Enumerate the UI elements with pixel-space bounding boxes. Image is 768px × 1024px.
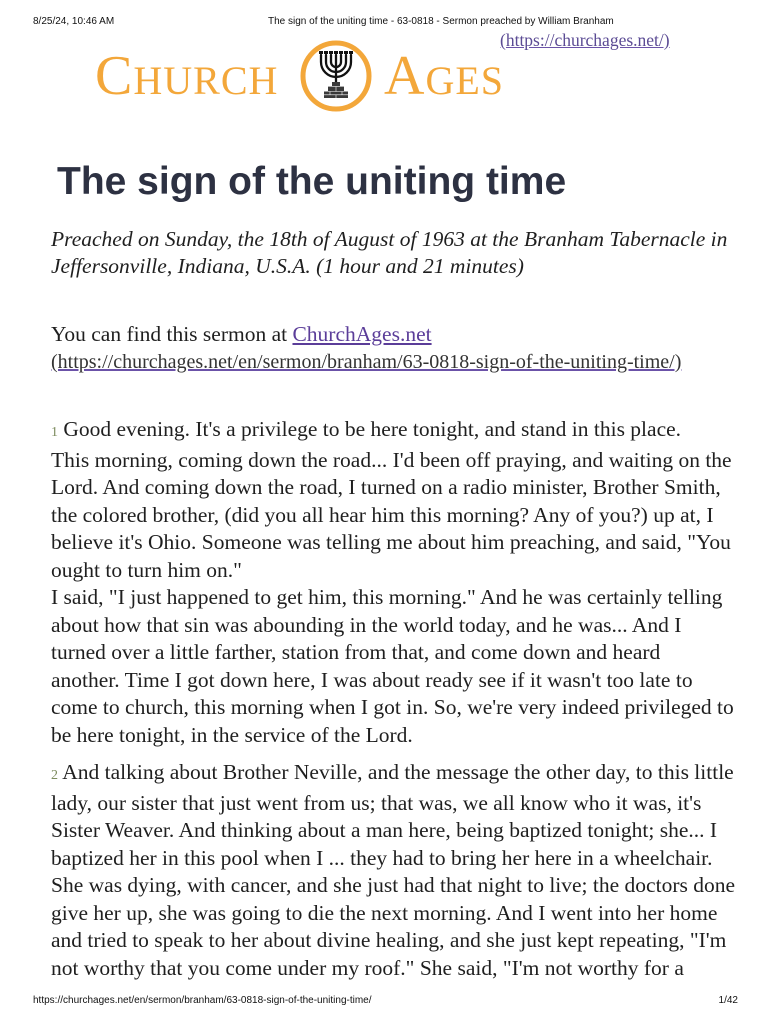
paragraph-line — [51, 845, 763, 873]
paragraph-line-text: ought to turn him on." — [51, 557, 242, 582]
paragraph-line — [51, 502, 763, 530]
sermon-meta — [51, 226, 727, 280]
paragraph-line-text: I said, "I just happened to get him, this morning." And he was certainly telling — [51, 585, 723, 609]
sermon-meta-line: Preached on Sunday, the 18th of August of 1963 at the Branham Tabernacle in — [51, 227, 728, 251]
paragraph-line — [51, 872, 763, 900]
paragraph-line-text: This morning, coming down the road... I'd been off praying, and waiting on the — [51, 447, 732, 472]
print-document-title: The sign of the uniting time - 63-0818 - Sermon preached by William Branham — [268, 16, 614, 27]
paragraph-line-text: the colored brother, (did you all hear him this morning? Any of you?) up at, I — [51, 502, 714, 527]
paragraph-line-text: another. Time I got down here, I was about ready see if it wasn't too late to — [51, 667, 693, 692]
paragraph-line-text: Lord. And coming down the road, I turned on a radio minister, Brother Smith, — [51, 475, 721, 499]
paragraph-line — [51, 557, 763, 585]
paragraph-number: 1 — [51, 425, 58, 440]
paragraph-line-text: turned over a little farther, station from that, and come down and heard — [51, 640, 661, 664]
page-title: The sign of the uniting time — [57, 160, 567, 203]
paragraph-line — [51, 955, 763, 983]
paragraph-line — [51, 900, 763, 928]
paragraph-line-text: Sister Weaver. And thinking about a man here, being baptized tonight; she... I — [51, 818, 718, 842]
paragraph-line — [51, 584, 763, 612]
paragraph-line — [51, 790, 763, 818]
sermon-paragraph — [51, 416, 763, 749]
sermon-body — [51, 416, 763, 982]
paragraph-line-text: baptized her in this pool when I ... they had to bring her here in a wheelchair. — [51, 845, 713, 870]
logo-word-church: CHURCH — [95, 45, 279, 107]
paragraph-line — [51, 639, 763, 667]
paragraph-line — [51, 474, 763, 502]
paragraph-line-text: not worthy that you come under my roof." She said, "I'm not worthy for a — [51, 955, 684, 980]
paragraph-number: 2 — [51, 768, 58, 783]
paragraph-line-text: about how that sin was abounding in the world today, and he was... And I — [51, 612, 682, 637]
paragraph-line-text: and tried to speak to her about divine healing, and she just kept repeating, "I'm — [51, 928, 727, 952]
paragraph-line — [51, 722, 763, 750]
paragraph-line-text: lady, our sister that just went from us; that was, we all know who it was, it's — [51, 790, 702, 815]
churchages-link[interactable]: ChurchAges.net — [292, 322, 432, 346]
paragraph-line-text: And talking about Brother Neville, and the message the other day, to this little — [62, 760, 734, 784]
paragraph-line-text: come to church, this morning when I got in. So, we're very indeed privileged to — [51, 695, 734, 719]
paragraph-line — [51, 759, 763, 790]
paragraph-line — [51, 612, 763, 640]
print-footer-url: https://churchages.net/en/sermon/branham/63-0818-sign-of-the-uniting-time/ — [33, 995, 372, 1006]
paragraph-line — [51, 667, 763, 695]
paragraph-line — [51, 927, 763, 955]
paragraph-line-text: give her up, she was going to die the next morning. And I went into her home — [51, 900, 718, 925]
paragraph-line-text: be here tonight, in the service of the Lord. — [51, 722, 413, 747]
menorah-icon — [299, 39, 373, 113]
paragraph-line — [51, 529, 763, 557]
paragraph-line-text: believe it's Ohio. Someone was telling me about him preaching, and said, "You — [51, 530, 731, 554]
print-page-number: 1/42 — [718, 995, 738, 1006]
sermon-source — [51, 320, 681, 376]
paragraph-line — [51, 694, 763, 722]
sermon-meta-line: Jeffersonville, Indiana, U.S.A. (1 hour and 21 minutes) — [51, 254, 524, 278]
paragraph-line — [51, 416, 763, 447]
print-datetime: 8/25/24, 10:46 AM — [33, 16, 115, 27]
sermon-source-line — [51, 320, 681, 348]
paragraph-line-text: Good evening. It's a privilege to be here tonight, and stand in this place. — [63, 417, 682, 441]
paragraph-line-text: She was dying, with cancer, and she just had that night to live; the doctors done — [51, 873, 736, 897]
sermon-url-link[interactable]: (https://churchages.net/en/sermon/branham/63-0818-sign-of-the-uniting-time/) — [51, 351, 682, 373]
site-home-link[interactable]: (https://churchages.net/) — [500, 30, 670, 50]
paragraph-line — [51, 817, 763, 845]
sermon-source-text: You can find this sermon at — [51, 322, 288, 346]
logo-word-ages: AGES — [384, 45, 505, 107]
paragraph-line — [51, 447, 763, 475]
sermon-paragraph — [51, 759, 763, 982]
